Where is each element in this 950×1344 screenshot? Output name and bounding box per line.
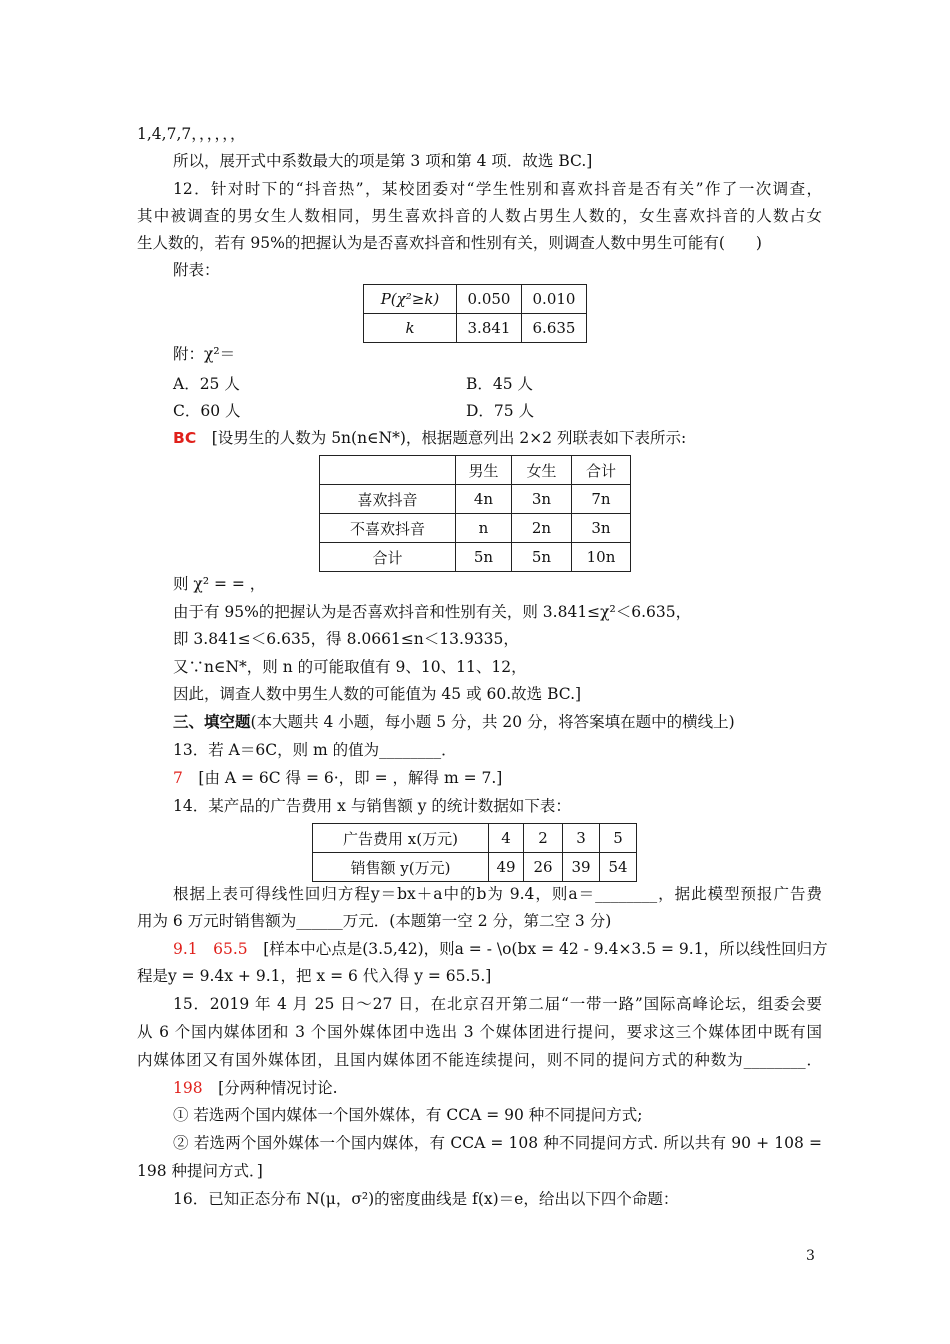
cell: 49 bbox=[489, 853, 524, 882]
text-line: 所以，展开式中系数最大的项是第 3 项和第 4 项．故选 BC.] bbox=[173, 152, 593, 170]
section-heading bbox=[173, 712, 822, 732]
text-line: 由于有 95%的把握认为是否喜欢抖音和性别有关，则 3.841≤χ²＜6.635， bbox=[173, 603, 692, 621]
question-15: 15．2019 年 4 月 25 日～27 日，在北京召开第二届“一带一路”国际高峰论坛，组委会要 bbox=[173, 995, 822, 1013]
cell: 0.010 bbox=[522, 285, 587, 314]
text-line: 198 种提问方式．] bbox=[137, 1162, 263, 1180]
text-line: 附表： bbox=[173, 261, 220, 279]
answer-12 bbox=[173, 428, 822, 448]
question-16: 16．已知正态分布 N(μ，σ²)的密度曲线是 f(x)＝e，给出以下四个命题： bbox=[173, 1190, 679, 1208]
cell: 合计 bbox=[320, 543, 456, 572]
question-14: 14．某产品的广告费用 x 与销售额 y 的统计数据如下表： bbox=[173, 797, 571, 815]
text-line: 则 χ² = = ， bbox=[173, 575, 266, 593]
cell: 39 bbox=[563, 853, 600, 882]
text-line: 即 3.841≤＜6.635，得 8.0661≤n＜13.9335， bbox=[173, 630, 519, 648]
answer-label: 7 bbox=[173, 769, 183, 787]
question-12-cont: 生人数的，若有 95%的把握认为是否喜欢抖音和性别有关，则调查人数中男生可能有( ) bbox=[137, 234, 762, 252]
cell: 3.841 bbox=[457, 314, 522, 343]
text-line: 又∵n∈N*，则 n 的可能取值有 9、10、11、12， bbox=[173, 658, 527, 676]
section-title: 三、填空题 bbox=[173, 712, 251, 731]
cell: 5 bbox=[600, 824, 637, 853]
answer-14-cont: 程是y = 9.4x + 9.1，把 x = 6 代入得 y = 65.5.] bbox=[137, 967, 492, 985]
cell: k bbox=[364, 314, 457, 343]
cell: 不喜欢抖音 bbox=[320, 514, 456, 543]
cell: 5n bbox=[456, 543, 512, 572]
cell: 男生 bbox=[456, 456, 512, 485]
question-15-cont: 从 6 个国内媒体团和 3 个国外媒体团中选出 3 个媒体团进行提问，要求这三个媒体团中既有国 bbox=[137, 1023, 822, 1041]
cell: P(χ²≥k) bbox=[364, 285, 457, 314]
cell: 4n bbox=[456, 485, 512, 514]
answer-text: [由 A = 6C 得 = 6·，即 = ，解得 m = 7.] bbox=[198, 769, 503, 787]
option-a: A．25 人 bbox=[173, 375, 240, 393]
question-12: 12．针对时下的“抖音热”，某校团委对“学生性别和喜欢抖音是否有关”作了一次调查， bbox=[173, 180, 822, 198]
cell: 3n bbox=[572, 514, 631, 543]
option-b: B．45 人 bbox=[466, 375, 534, 393]
page-number: 3 bbox=[806, 1248, 815, 1264]
cell: 3n bbox=[512, 485, 572, 514]
cell bbox=[320, 456, 456, 485]
cell: 2n bbox=[512, 514, 572, 543]
cell: 2 bbox=[524, 824, 563, 853]
cell: 5n bbox=[512, 543, 572, 572]
cell: 26 bbox=[524, 853, 563, 882]
answer-label: BC bbox=[173, 429, 197, 447]
answer-text: [设男生的人数为 5n(n∈N*)，根据题意列出 2×2 列联表如下表所示: bbox=[211, 429, 687, 447]
cell: 女生 bbox=[512, 456, 572, 485]
answer-label: 9.1 65.5 bbox=[173, 940, 248, 958]
question-13: 13．若 A＝6C，则 m 的值为________． bbox=[173, 741, 457, 759]
cell: 0.050 bbox=[457, 285, 522, 314]
question-12-cont: 其中被调查的男女生人数相同，男生喜欢抖音的人数占男生人数的，女生喜欢抖音的人数占女 bbox=[137, 207, 822, 225]
cell: 7n bbox=[572, 485, 631, 514]
answer-13 bbox=[173, 768, 822, 788]
cell: 合计 bbox=[572, 456, 631, 485]
question-14-cont: 根据上表可得线性回归方程y＝bx＋a中的b为 9.4，则a＝________，据此模型预报广告费 bbox=[173, 885, 822, 903]
text-line: ② 若选两个国外媒体一个国内媒体，有 CCA = 108 种不同提问方式. 所以共有 90 + 108 = bbox=[173, 1134, 822, 1152]
cell: 54 bbox=[600, 853, 637, 882]
text-line: ① 若选两个国内媒体一个国外媒体，有 CCA = 90 种不同提问方式; bbox=[173, 1106, 643, 1124]
cell: 喜欢抖音 bbox=[320, 485, 456, 514]
text-line: 因此，调查人数中男生人数的可能值为 45 或 60.故选 BC.] bbox=[173, 685, 582, 703]
option-d: D．75 人 bbox=[466, 402, 535, 420]
answer-text: [分两种情况讨论. bbox=[218, 1079, 338, 1097]
cell: 销售额 y(万元) bbox=[313, 853, 489, 882]
cell: 10n bbox=[572, 543, 631, 572]
answer-15 bbox=[173, 1078, 822, 1098]
cell: 6.635 bbox=[522, 314, 587, 343]
cell: 4 bbox=[489, 824, 524, 853]
chi-square-table bbox=[363, 284, 587, 343]
option-c: C．60 人 bbox=[173, 402, 241, 420]
cell: 广告费用 x(万元) bbox=[313, 824, 489, 853]
cell: 3 bbox=[563, 824, 600, 853]
cell: n bbox=[456, 514, 512, 543]
section-note: (本大题共 4 小题，每小题 5 分，共 20 分，将答案填在题中的横线上) bbox=[250, 713, 735, 731]
question-14-cont: 用为 6 万元时销售额为______万元．(本题第一空 2 分，第二空 3 分) bbox=[137, 912, 612, 930]
question-15-cont: 内媒体团又有国外媒体团，且国内媒体团不能连续提问，则不同的提问方式的种数为________． bbox=[137, 1051, 822, 1069]
regression-table bbox=[312, 823, 637, 882]
answer-text: [样本中心点是(3.5,42)，则a = - \o(bx = 42 - 9.4×3.5 = 9.1，所以线性回归方 bbox=[263, 940, 828, 958]
answer-14 bbox=[173, 939, 828, 959]
text-line: 1,4,7,7，，，，，， bbox=[137, 125, 246, 143]
contingency-table bbox=[319, 455, 631, 572]
answer-label: 198 bbox=[173, 1079, 203, 1097]
text-line: 附：χ²＝ bbox=[173, 345, 236, 363]
